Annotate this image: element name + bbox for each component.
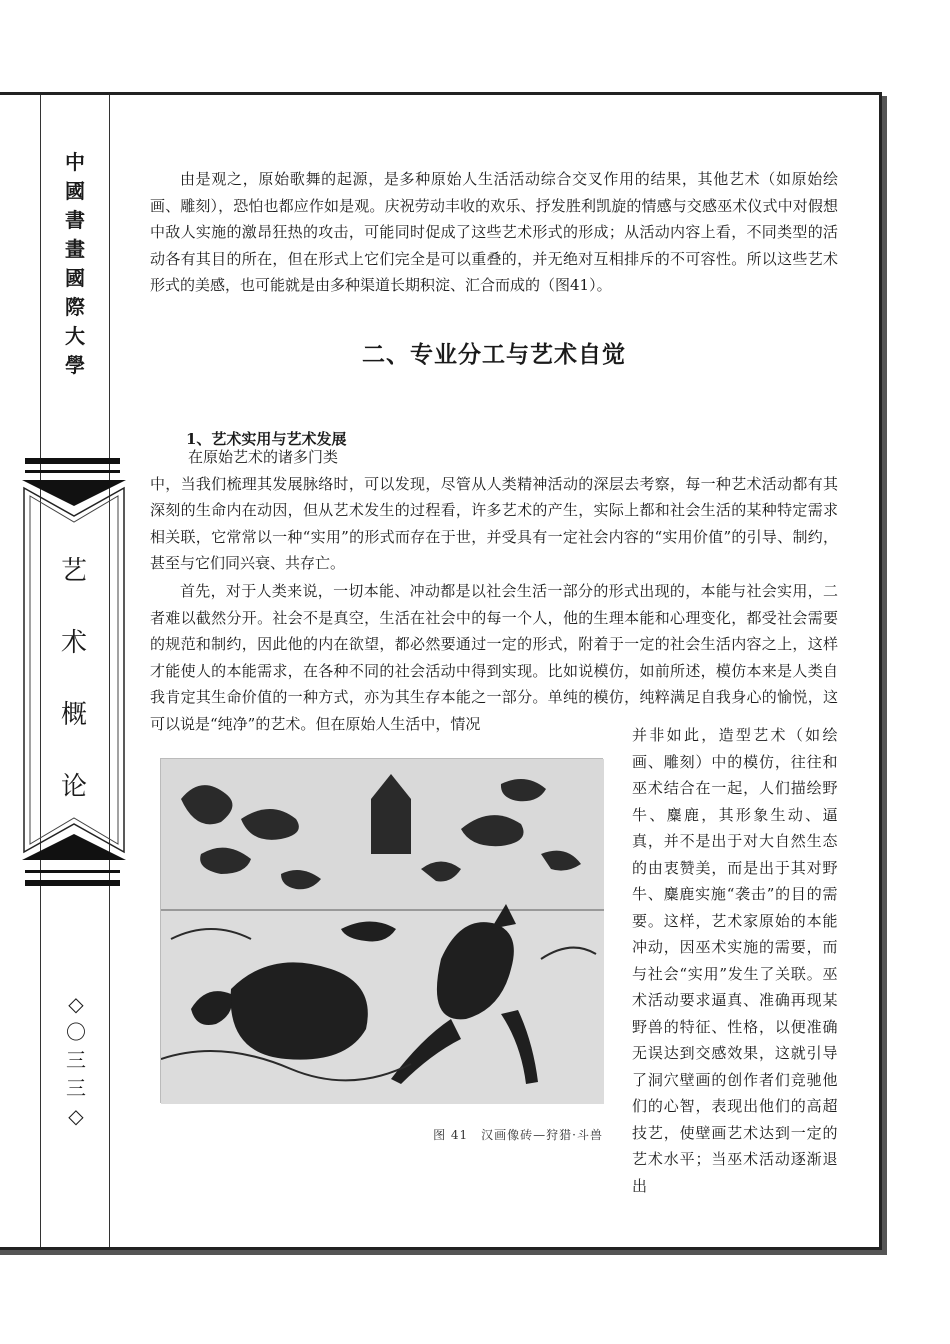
ornament-bar-bottom-thin bbox=[25, 870, 120, 873]
university-name: 中 國 書 畫 國 際 大 學 bbox=[65, 150, 85, 377]
book-title: 艺 术 概 论 bbox=[60, 556, 87, 802]
paragraph-practical-body: 中，当我们梳理其发展脉络时，可以发现，尽管从人类精神活动的深层去考察，每一种艺术活动都有其深刻的生命内在动因，但从艺术发生的过程看，许多艺术的产生，实际上都和社会生活的某种特定需求相关联，它常常以一种“实用”的形式而存在于世，并受具有一定社会内容的“实用价值”的引导、制约，甚至与它们同兴衰、共存亡。 bbox=[150, 474, 838, 572]
subheading: 1、艺术实用与艺术发展 bbox=[186, 430, 347, 448]
frame-shadow bbox=[0, 1250, 886, 1255]
page-number: ◇ 〇 三 三 ◇ bbox=[66, 992, 86, 1128]
ornament-bar-top-thin bbox=[25, 470, 120, 473]
frame-shadow-right bbox=[882, 96, 887, 1255]
paragraph-practical bbox=[150, 444, 838, 577]
paragraph-practical-lead: 在原始艺术的诸多门类 bbox=[188, 448, 339, 466]
paragraph-origin: 由是观之，原始歌舞的起源，是多种原始人生活活动综合交叉作用的结果，其他艺术（如原始绘画、雕刻），恐怕也都应作如是观。庆祝劳动丰收的欢乐、抒发胜利凯旋的情感与交感巫术仪式中对假想中敌人实施的激昂狂热的攻击，可能同时促成了这些艺术形式的形成；从活动内容上看，不同类型的活动各有其目的所在，但在形式上它们完全是可以重叠的，并无绝对互相排斥的不可容性。所以这些艺术形式的美感，也可能就是由多种渠道长期积淀、汇合而成的（图41）。 bbox=[150, 170, 838, 294]
figure-caption: 图 41 汉画像砖—狩猎·斗兽 bbox=[433, 1128, 603, 1142]
ornament-bar-top bbox=[25, 458, 120, 464]
ornament-bar-bottom bbox=[25, 880, 120, 886]
opening-paragraph-block bbox=[150, 166, 838, 299]
section-heading: 二、专业分工与艺术自觉 bbox=[362, 341, 626, 368]
wrapped-text-column: 并非如此，造型艺术（如绘画、雕刻）中的模仿，往往和巫术结合在一起，人们描绘野牛、麋鹿，其形象生动、逼真，并不是出于对大自然生态的由衷赞美，而是出于其对野牛、麋鹿实施“袭击”的目的需要。这样，艺术家原始的本能冲动，因巫术实施的需要，而与社会“实用”发生了关联。巫术活动要求逼真、准确再现某野兽的特征、性格，以便准确无误达到交感效果，这就引导了洞穴壁画的创作者们竞驰他们的心智，表现出他们的高超技艺，使壁画艺术达到一定的艺术水平；当巫术活动逐渐退出 bbox=[632, 726, 838, 1195]
han-brick-relief-image bbox=[160, 758, 603, 1103]
paragraph-instinct: 首先，对于人类来说，一切本能、冲动都是以社会生活一部分的形式出现的，本能与社会实用，二者难以截然分开。社会不是真空，生活在社会中的每一个人，他的生理本能和心理变化，都受社会需要的规范和制约，因此他的内在欲望，都必然要通过一定的形式，附着于一定的社会生活内容之上，这样才能使人的本能需求，在各种不同的社会活动中得到实现。比如说模仿，如前所述，模仿本来是人类自我肯定其生命价值的一种方式，亦为其生存本能之一部分。单纯的模仿，纯粹满足自我身心的愉悦，这可以说是“纯净”的艺术。但在原始人生活中，情况 bbox=[150, 582, 838, 733]
